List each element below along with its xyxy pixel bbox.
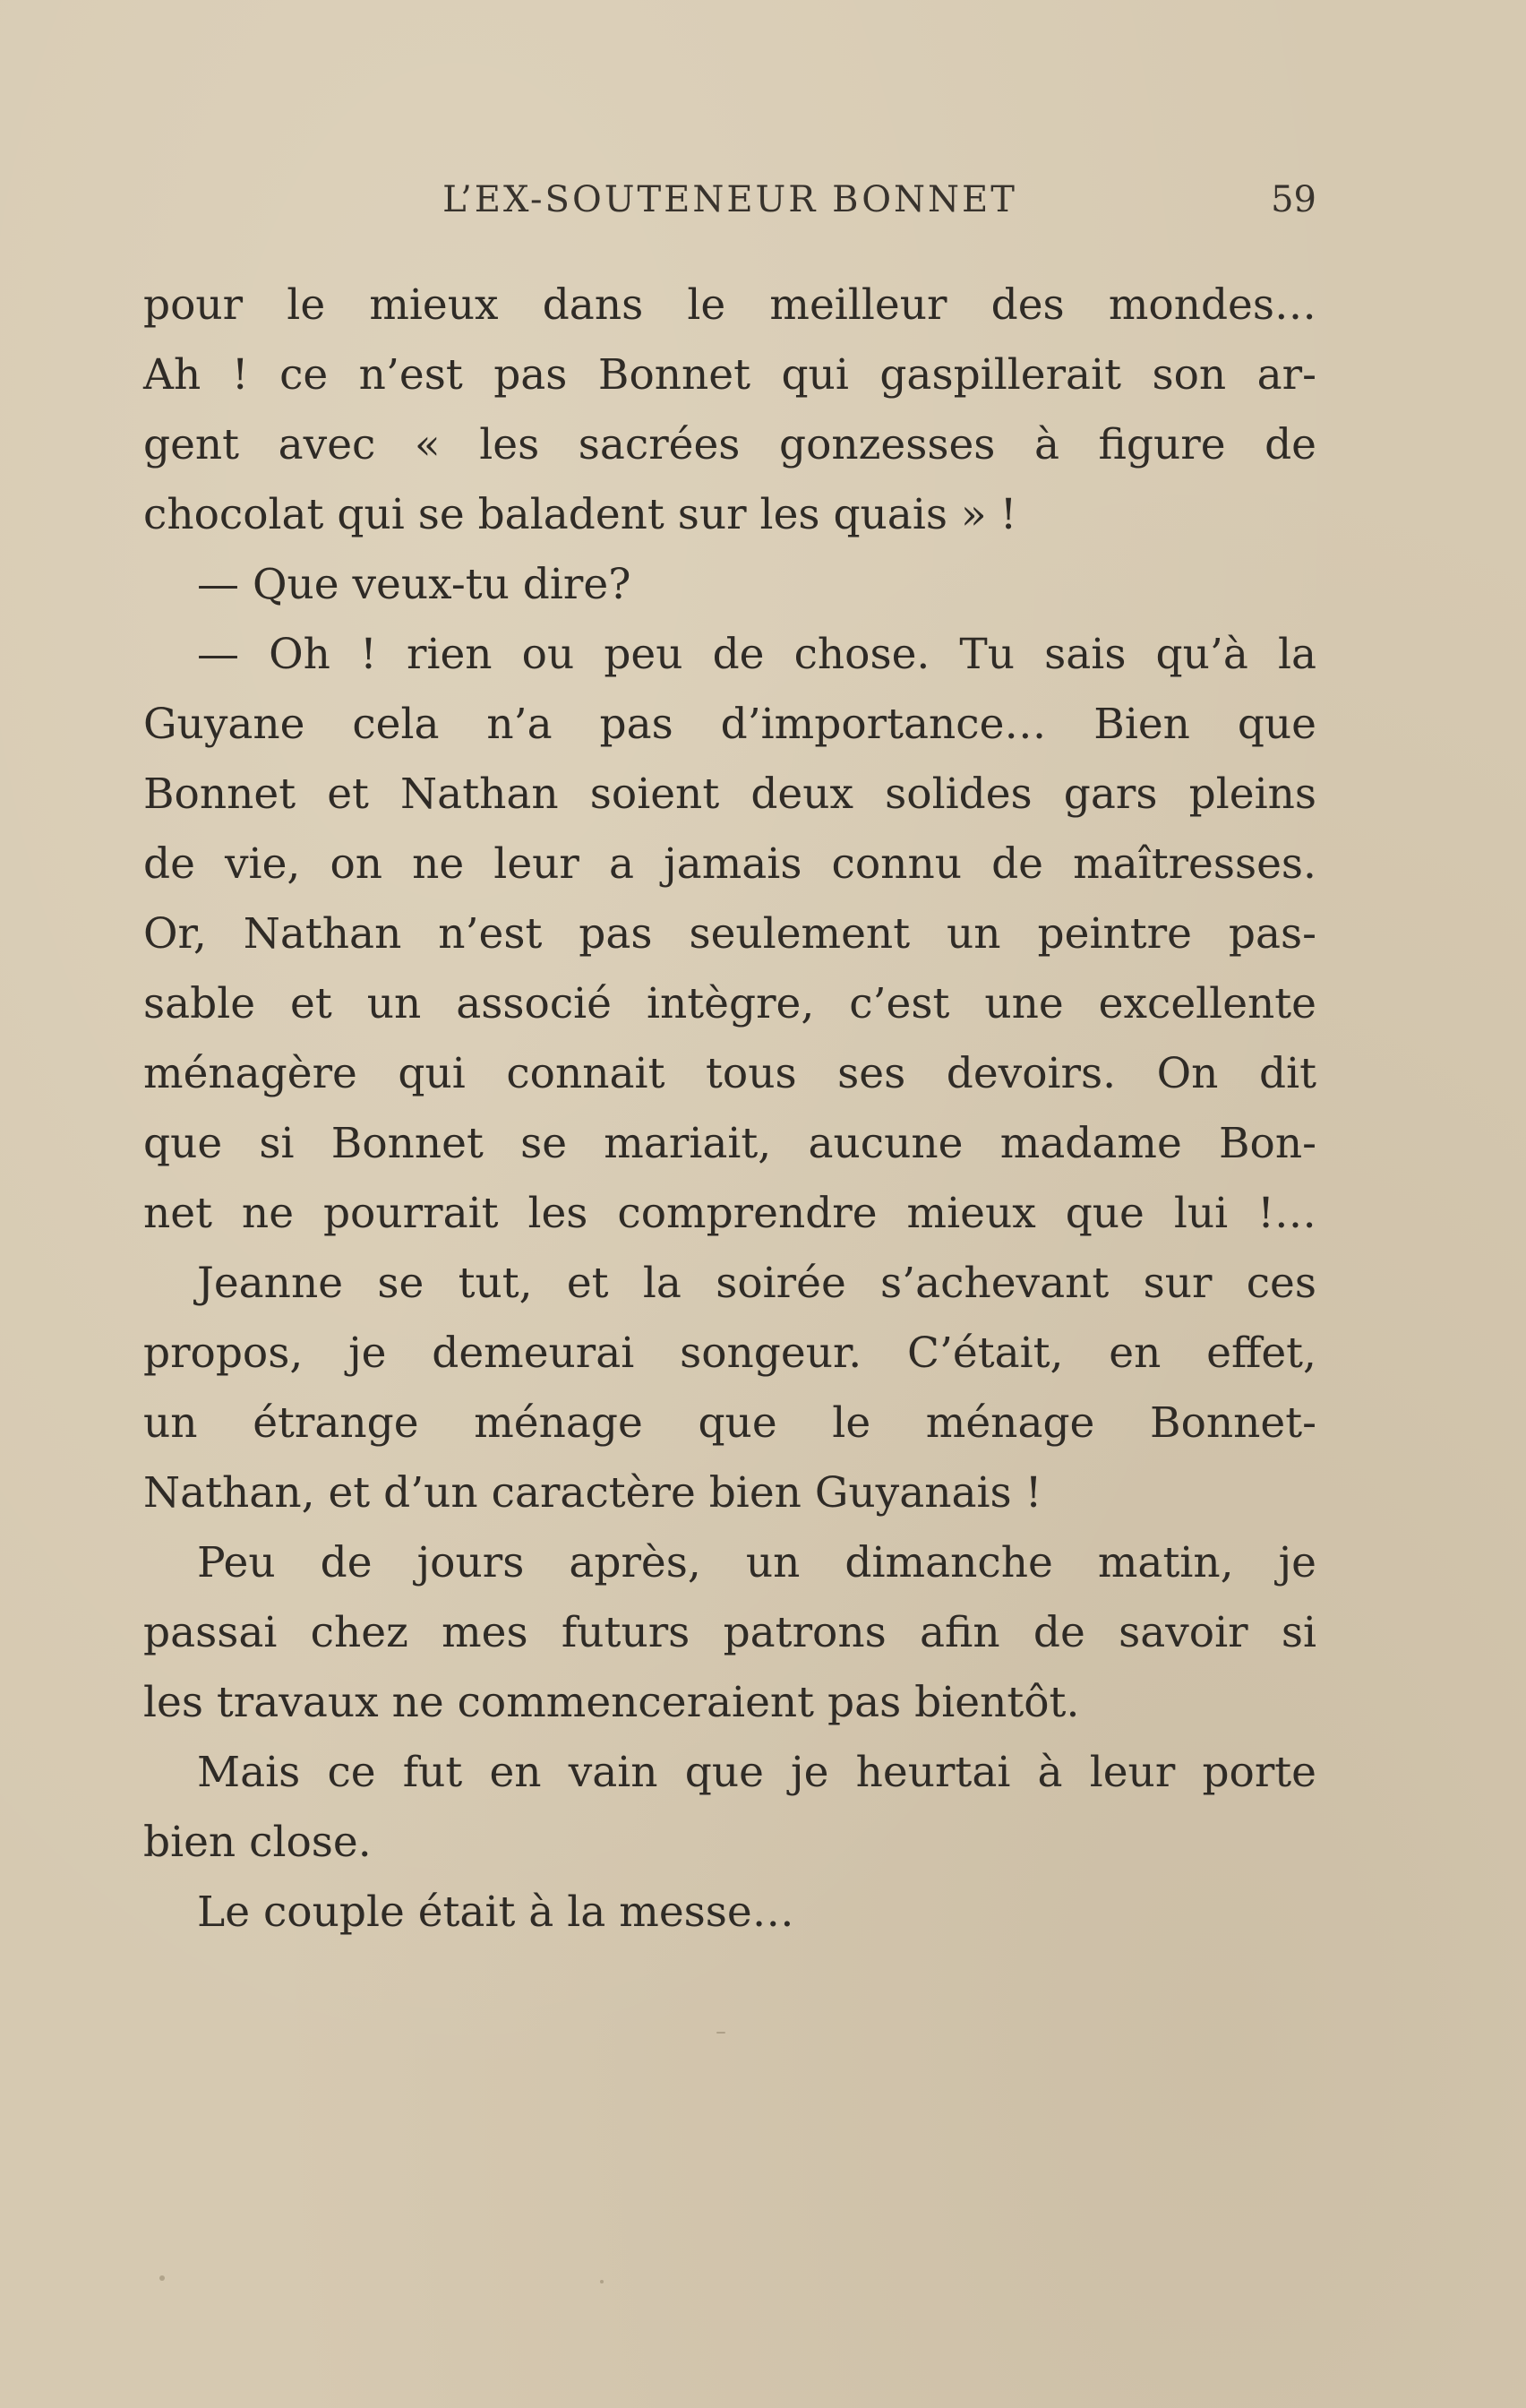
text-line: bien close.: [143, 1818, 372, 1867]
page-number: 59: [1271, 179, 1316, 220]
running-title: L’EX-SOUTENEUR BONNET: [442, 179, 1017, 220]
text-line: de vie, on ne leur a jamais connu de maîtresses.: [143, 839, 1316, 889]
text-line: Peu de jours après, un dimanche matin, je: [197, 1538, 1316, 1587]
text-line: Nathan, et d’un caractère bien Guyanais !: [143, 1468, 1042, 1518]
text-line: gent avec « les sacrées gonzesses à figure de: [143, 420, 1316, 469]
text-line: — Oh ! rien ou peu de chose. Tu sais qu’à la: [197, 630, 1316, 679]
text-line: les travaux ne commenceraient pas bientôt.: [143, 1678, 1080, 1727]
text-line: chocolat qui se baladent sur les quais » !: [143, 490, 1017, 539]
text-line: que si Bonnet se mariait, aucune madame Bon-: [143, 1119, 1316, 1168]
text-line: Jeanne se tut, et la soirée s’achevant sur ces: [197, 1259, 1316, 1308]
text-line: propos, je demeurai songeur. C’était, en effet,: [143, 1329, 1316, 1378]
text-line: Or, Nathan n’est pas seulement un peintre pas-: [143, 909, 1316, 959]
text-line: net ne pourrait les comprendre mieux que lui !…: [143, 1189, 1316, 1238]
paper-speck: [716, 2032, 725, 2034]
text-line: Ah ! ce n’est pas Bonnet qui gaspillerait son ar-: [143, 350, 1316, 400]
text-line: — Que veux-tu dire?: [197, 560, 631, 609]
running-head: [143, 179, 1316, 233]
text-line: un étrange ménage que le ménage Bonnet-: [143, 1398, 1316, 1448]
body-text: [143, 271, 1316, 1948]
text-line: sable et un associé intègre, c’est une excellente: [143, 979, 1316, 1028]
text-line: passai chez mes futurs patrons afin de savoir si: [143, 1608, 1316, 1657]
text-line: Le couple était à la messe…: [197, 1888, 794, 1937]
text-line: Bonnet et Nathan soient deux solides gars pleins: [143, 770, 1316, 819]
paper-speck: [600, 2280, 604, 2283]
text-line: pour le mieux dans le meilleur des mondes…: [143, 280, 1316, 330]
text-line: Guyane cela n’a pas d’importance… Bien que: [143, 700, 1316, 749]
text-line: Mais ce fut en vain que je heurtai à leur porte: [197, 1748, 1316, 1797]
paper-speck: [159, 2275, 165, 2281]
text-line: ménagère qui connait tous ses devoirs. On dit: [143, 1049, 1316, 1098]
